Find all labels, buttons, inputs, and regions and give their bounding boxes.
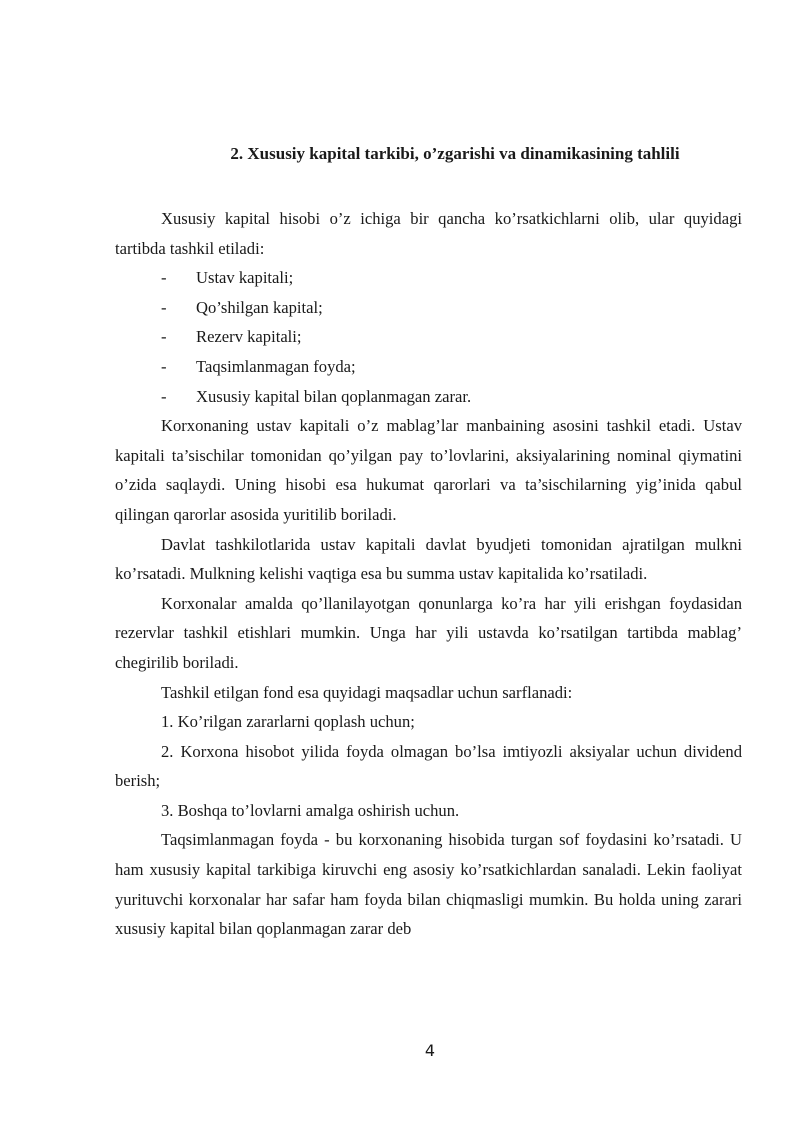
list-item <box>115 352 742 382</box>
list-item <box>115 322 742 352</box>
list-item-text: Qo’shilgan kapital; <box>196 297 323 317</box>
bullet-list <box>115 263 742 411</box>
numbered-item-3: 3. Boshqa to’lovlarni amalga oshirish uchun. <box>161 800 460 820</box>
list-item-text: Xususiy kapital bilan qoplanmagan zarar. <box>196 386 472 406</box>
paragraph-rezervlar: Korxonalar amalda qo’llanilayotgan qonunlarga ko’ra har yili erishgan foydasidan rezervlar tashkil etishlari mumkin. Unga har yili ustavda ko’rsatilgan tartibda mablag’ chegirilib boriladi. <box>115 593 742 672</box>
paragraph-davlat-tashkilotlari: Davlat tashkilotlarida ustav kapitali davlat byudjeti tomonidan ajratilgan mulkni ko’rsatadi. Mulkning kelishi vaqtiga esa bu summa ustav kapitalida ko’rsatiladi. <box>115 534 742 584</box>
intro-paragraph: Xususiy kapital hisobi o’z ichiga bir qancha ko’rsatkichlarni olib, ular quyidagi tartibda tashkil etiladi: <box>115 209 742 258</box>
list-item <box>115 293 742 323</box>
section-title: 2. Xususiy kapital tarkibi, o’zgarishi va dinamikasining tahlili <box>230 144 680 163</box>
list-dash: - <box>161 268 167 288</box>
list-dash: - <box>161 327 167 347</box>
list-item <box>115 382 742 412</box>
numbered-item-2: 2. Korxona hisobot yilida foyda olmagan bo’lsa imtiyozli aksiyalar uchun dividend berish; <box>115 741 742 791</box>
numbered-item-1: 1. Ko’rilgan zararlarni qoplash uchun; <box>161 712 415 732</box>
list-item-text: Ustav kapitali; <box>196 268 294 288</box>
paragraph-taqsimlanmagan-foyda: Taqsimlanmagan foyda - bu korxonaning hisobida turgan sof foydasini ko’rsatadi. U ham xususiy kapital tarkibiga kiruvchi eng asosiy ko’rsatkichlardan sanaladi. Lekin faoliyat yurituvchi korxonalar har safar ham foyda bilan chiqmasligi mumkin. Bu holda uning zarari xususiy kapital bilan qoplanmagan zarar deb <box>115 830 742 939</box>
paragraph-fond-maqsadlari: Tashkil etilgan fond esa quyidagi maqsadlar uchun sarflanadi: <box>161 682 573 702</box>
list-item-text: Rezerv kapitali; <box>196 327 302 347</box>
list-item <box>115 263 742 293</box>
paragraph-ustav-kapitali: Korxonaning ustav kapitali o’z mablag’lar manbaining asosini tashkil etadi. Ustav kapitali ta’sischilar tomonidan qo’yilgan pay to’lovlarini, aksiyalarining nominal qiymatini o’zida saqlaydi. Uning hisobi esa hukumat qarorlari va ta’sischilarning yig’inida qabul qilingan qarorlar asosida yuritilib boriladi. <box>115 416 742 524</box>
list-dash: - <box>161 297 167 317</box>
list-item-text: Taqsimlanmagan foyda; <box>196 356 356 376</box>
page-number: 4 <box>424 1041 436 1060</box>
list-dash: - <box>161 356 167 376</box>
document-body <box>115 204 742 944</box>
list-dash: - <box>161 386 167 406</box>
